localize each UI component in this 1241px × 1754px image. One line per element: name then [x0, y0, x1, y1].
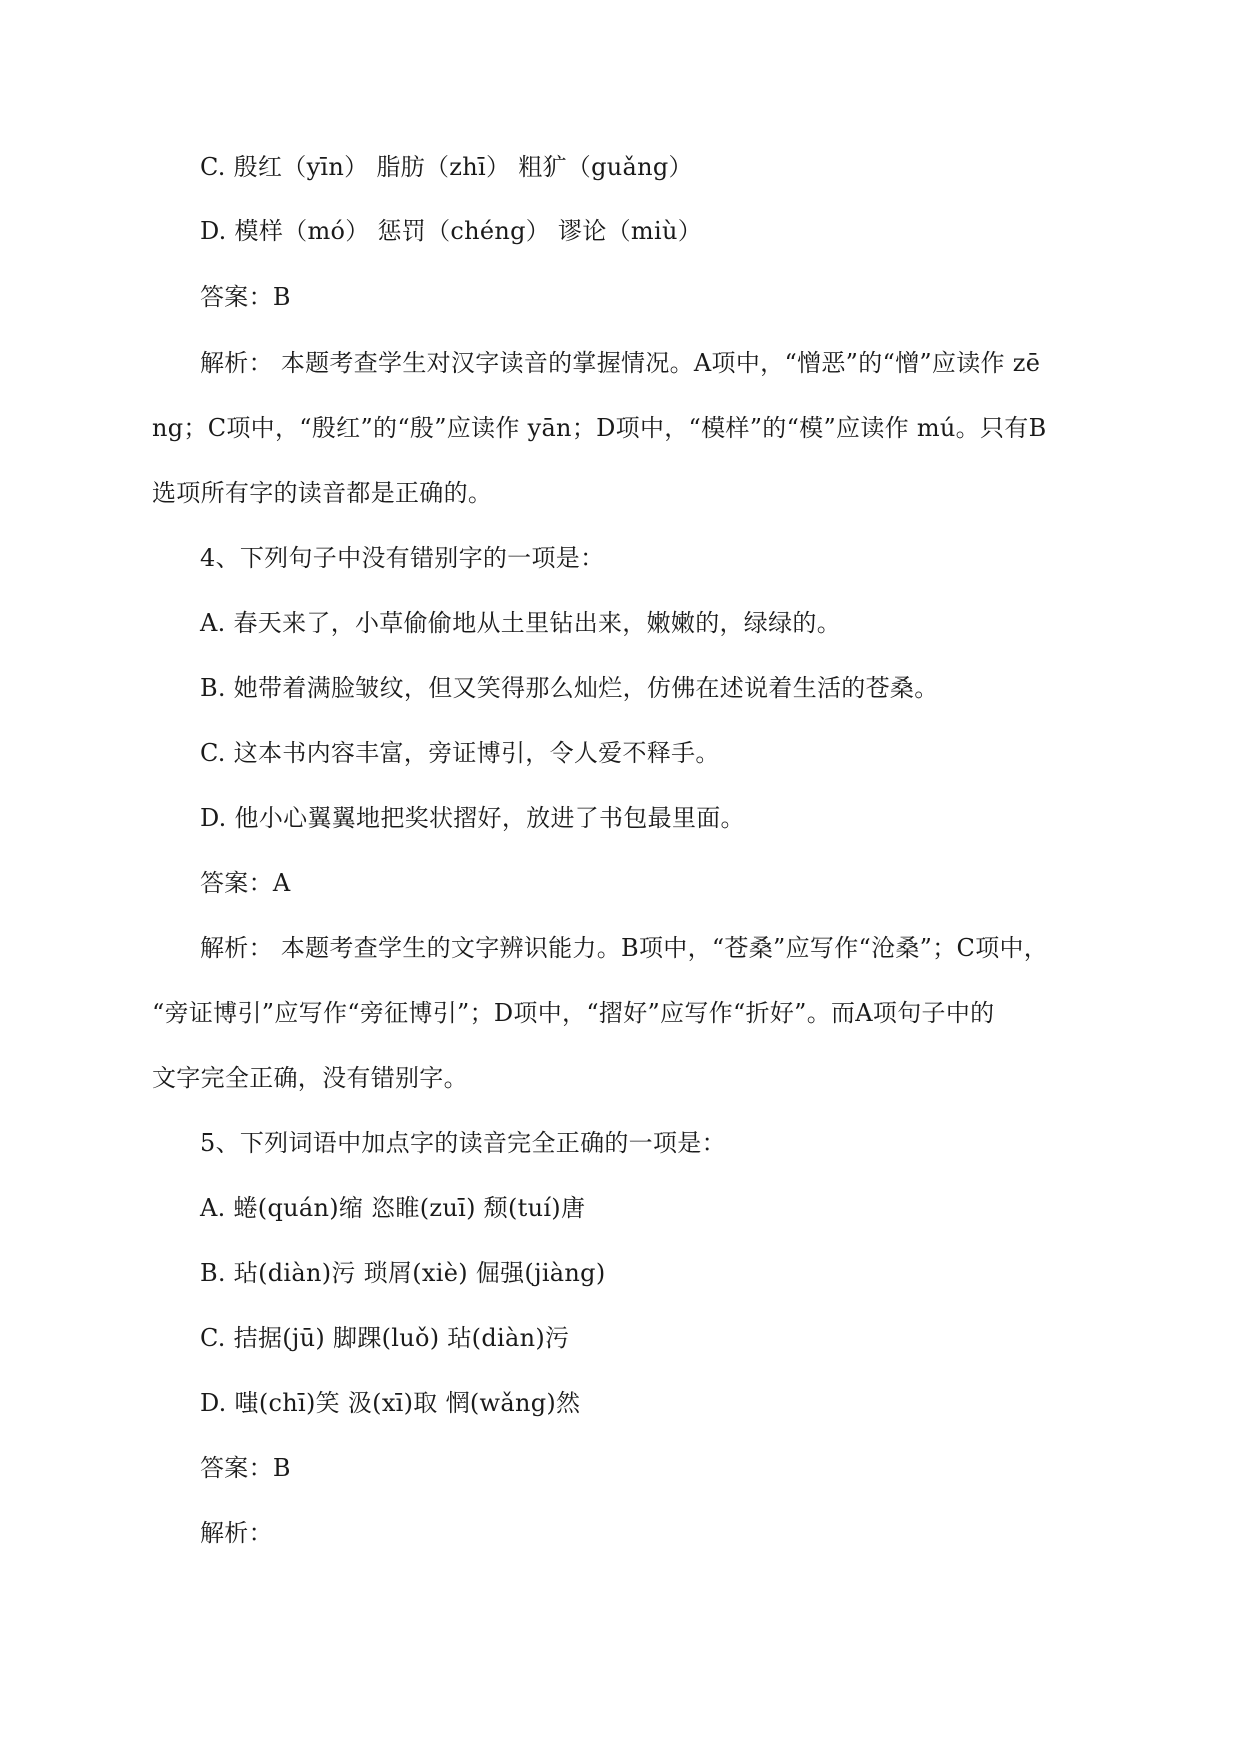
answer-q3: 答案：B — [200, 283, 291, 311]
option-a-q4: A. 春天来了，小草偷偷地从土里钻出来，嫩嫩的，绿绿的。 — [200, 609, 841, 637]
option-a-q5: A. 蜷(quán)缩 恣睢(zuī) 颓(tuí)唐 — [200, 1194, 586, 1222]
question-5: 5、下列词语中加点字的读音完全正确的一项是： — [200, 1129, 726, 1157]
explanation-q5: 解析： — [200, 1519, 273, 1547]
option-b-q4: B. 她带着满脸皱纹，但又笑得那么灿烂，仿佛在述说着生活的苍桑。 — [200, 674, 939, 702]
option-b-q5: B. 玷(diàn)污 琐屑(xiè) 倔强(jiàng) — [200, 1259, 606, 1287]
option-d-q4: D. 他小心翼翼地把奖状摺好，放进了书包最里面。 — [200, 804, 745, 832]
answer-q5: 答案：B — [200, 1454, 291, 1482]
explanation-q4-line-2: “旁证博引”应写作“旁征博引”；D项中，“摺好”应写作“折好”。而A项句子中的 — [152, 999, 995, 1027]
option-d-q5: D. 嗤(chī)笑 汲(xī)取 惘(wǎng)然 — [200, 1389, 581, 1417]
option-c-q4: C. 这本书内容丰富，旁证博引，令人爱不释手。 — [200, 739, 720, 767]
option-d-q3: D. 模样（mó） 惩罚（chéng） 谬论（miù） — [200, 217, 703, 245]
option-c-q5: C. 拮据(jū) 脚踝(luǒ) 玷(diàn)污 — [200, 1324, 570, 1352]
answer-q4: 答案：A — [200, 869, 291, 897]
explanation-q3-line-3: 选项所有字的读音都是正确的。 — [152, 479, 493, 507]
explanation-q4-line-3: 文字完全正确，没有错别字。 — [152, 1064, 468, 1092]
explanation-q4-line-1: 解析： 本题考查学生的文字辨识能力。B项中，“苍桑”应写作“沧桑”；C项中， — [200, 934, 1049, 962]
explanation-q3-line-1: 解析： 本题考查学生对汉字读音的掌握情况。A项中，“憎恶”的“憎”应读作 zē — [200, 349, 1041, 377]
question-4: 4、下列句子中没有错别字的一项是： — [200, 544, 605, 572]
option-c-q3: C. 殷红（yīn） 脂肪（zhī） 粗犷（guǎng） — [200, 153, 693, 181]
explanation-q3-line-2: ng；C项中，“殷红”的“殷”应读作 yān；D项中，“模样”的“模”应读作 mú。只有B — [152, 414, 1047, 442]
